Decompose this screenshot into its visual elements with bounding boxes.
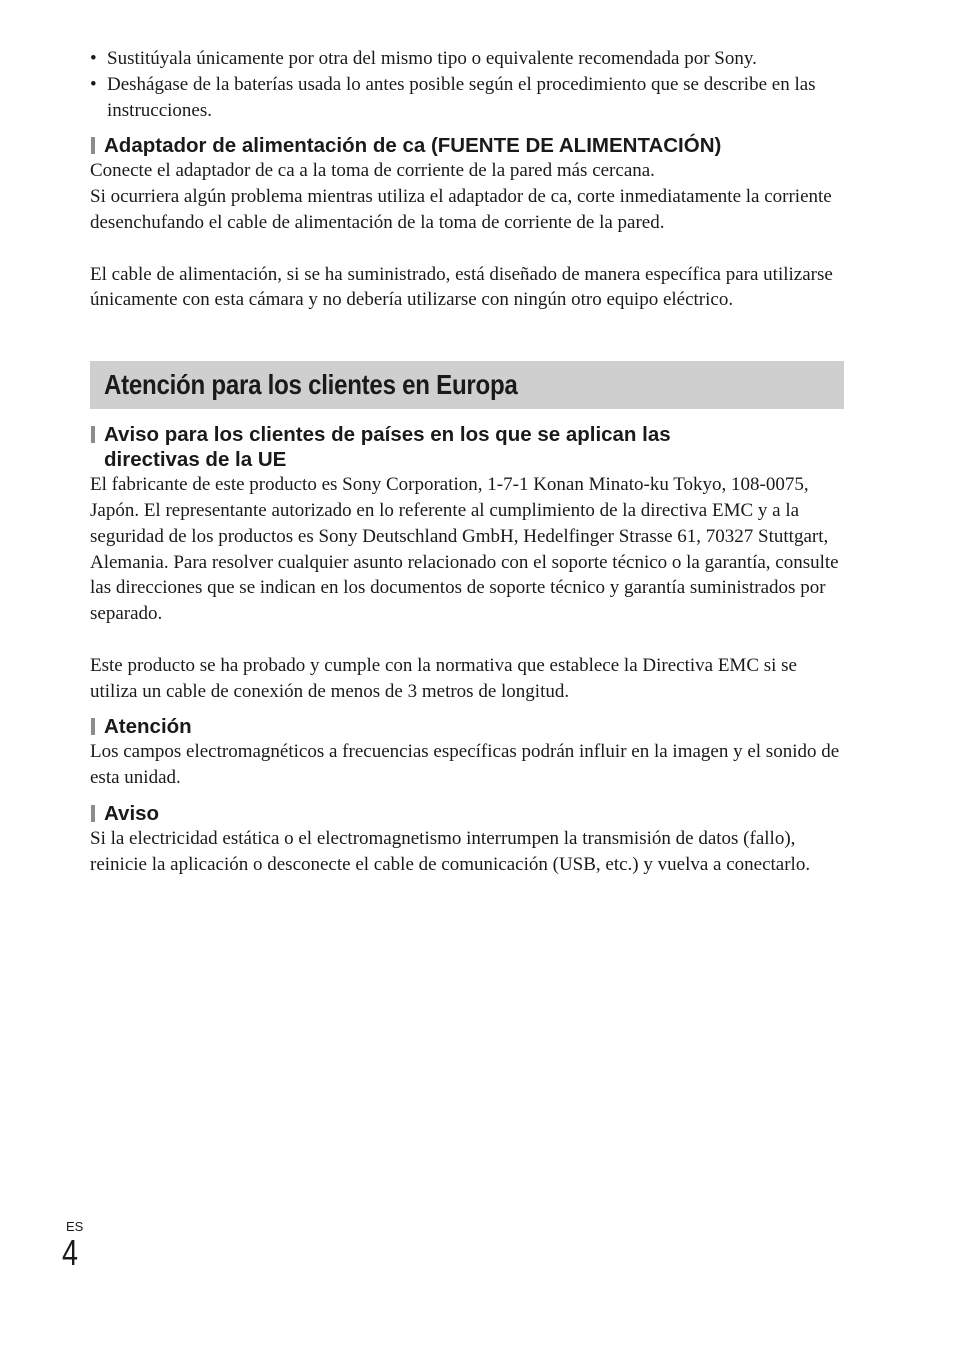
language-code: ES [66,1219,84,1234]
eu-notice-paragraph-1: El fabricante de este producto es Sony Corporation, 1-7-1 Konan Minato-ku Tokyo, 108-0075, Japón. El representante autorizado en lo referente al cumplimiento de la directiva EMC y a la seguridad de los productos es Sony Deutschland GmbH, Hedelfinger Strasse 61, 70327 Stuttgart, Alemania. Para resolver cualquier asunto relacionado con el soporte técnico o la garantía, consulte las direcciones que se indican en los documentos de soporte técnico y garantía suministrados por separado. [90,474,839,625]
heading-marker [91,426,95,443]
eu-notice-heading: Aviso para los clientes de países en los que se aplican las directivas de la UE [90,422,842,472]
bullet-text: Deshágase de la baterías usada lo antes posible según el procedimiento que se describe en las instrucciones. [107,73,816,121]
bullet-dot: • [90,73,97,95]
adapter-heading: Adaptador de alimentación de ca (FUENTE DE ALIMENTACIÓN) [90,133,842,158]
attention-text: Los campos electromagnéticos a frecuencias específicas podrán influir en la imagen y el sonido de esta unidad. [90,741,840,789]
attention-heading: Atención [90,714,842,739]
bullet-item [90,46,842,72]
adapter-paragraph-1: Conecte el adaptador de ca a la toma de corriente de la pared más cercana. Si ocurriera algún problema mientras utiliza el adaptador de ca, corte inmediatamente la corriente desenchufando el cable de alimentación de la toma de corriente de la pared. [90,160,832,233]
notice-text: Si la electricidad estática o el electromagnetismo interrumpen la transmisión de datos (fallo), reinicie la aplicación o desconecte el cable de comunicación (USB, etc.) y vuelva a conectarlo. [90,827,811,875]
page-content [90,46,842,878]
section-title-band [90,361,844,409]
bullet-dot: • [90,48,97,69]
bullet-text: Sustitúyala únicamente por otra del mismo tipo o equivalente recomendada por Sony. [107,48,757,69]
section-title: Atención para los clientes en Europa [104,369,518,401]
heading-marker [91,718,95,735]
notice-heading: Aviso [90,801,842,826]
bullet-item [90,72,842,124]
adapter-paragraph-2: El cable de alimentación, si se ha suministrado, está diseñado de manera específica para utilizarse únicamente con esta cámara y no debería utilizarse con ningún otro equipo eléctrico. [90,263,833,311]
battery-bullet-list [90,46,842,123]
eu-notice-paragraph-2: Este producto se ha probado y cumple con la normativa que establece la Directiva EMC si se utiliza un cable de conexión de menos de 3 metros de longitud. [90,654,797,702]
page-number: 4 [62,1232,79,1273]
heading-marker [91,805,95,822]
heading-marker [91,137,95,154]
